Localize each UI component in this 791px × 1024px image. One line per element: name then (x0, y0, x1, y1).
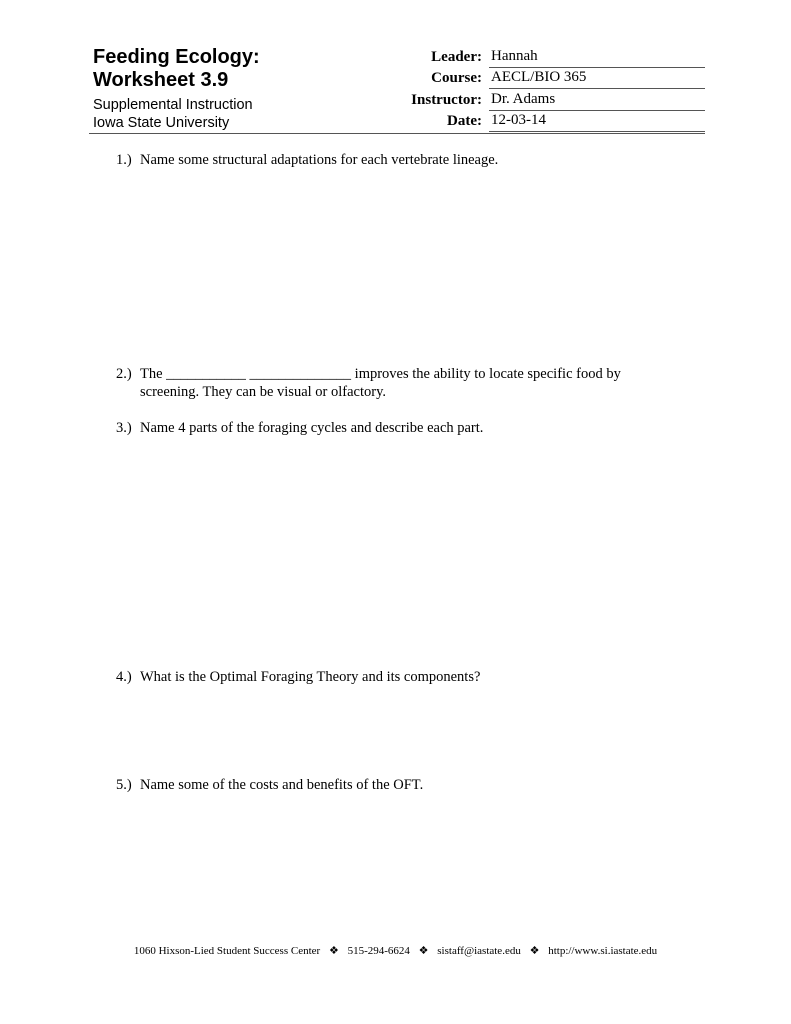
date-label: Date: (447, 113, 482, 129)
header-divider (89, 133, 705, 134)
question-2 (116, 365, 676, 401)
diamond-separator-icon: ❖ (529, 945, 540, 957)
footer-email[interactable]: sistaff@iastate.edu (437, 945, 521, 957)
leader-value-line (489, 46, 705, 68)
question-text: Name 4 parts of the foraging cycles and describe each part. (140, 420, 484, 436)
course-field (360, 68, 705, 89)
question-1 (116, 151, 676, 169)
header-title-block (93, 46, 260, 132)
course-value-line (489, 67, 705, 89)
question-number: 5.) (116, 777, 132, 793)
question-text: Name some structural adaptations for each vertebrate lineage. (140, 152, 499, 168)
diamond-separator-icon: ❖ (418, 945, 429, 957)
instructor-value: Dr. Adams (491, 91, 556, 107)
instructor-field (360, 90, 705, 111)
question-4 (116, 668, 676, 686)
question-number: 1.) (116, 152, 132, 168)
question-3 (116, 419, 676, 437)
footer-website-link[interactable]: http://www.si.iastate.edu (548, 945, 658, 957)
question-number: 3.) (116, 420, 132, 436)
diamond-separator-icon: ❖ (328, 945, 339, 957)
worksheet-title-line1: Feeding Ecology: (93, 46, 260, 68)
date-value-line (489, 110, 705, 132)
question-text: The ___________ ______________ improves the ability to locate specific food by screening. They can be visual or olfactory. (140, 366, 621, 400)
worksheet-title-line2: Worksheet 3.9 (93, 69, 229, 91)
footer-address: 1060 Hixson-Lied Student Success Center (133, 945, 321, 957)
instructor-label: Instructor: (411, 92, 482, 108)
leader-field (360, 47, 705, 68)
course-label: Course: (431, 70, 482, 86)
instructor-value-line (489, 89, 705, 111)
worksheet-subtitle-line1: Supplemental Instruction (93, 97, 253, 113)
question-text: What is the Optimal Foraging Theory and its components? (140, 669, 481, 685)
question-5 (116, 776, 676, 794)
date-value: 12-03-14 (491, 112, 546, 128)
course-value: AECL/BIO 365 (491, 69, 587, 85)
question-text: Name some of the costs and benefits of the OFT. (140, 777, 424, 793)
question-number: 2.) (116, 366, 132, 382)
footer-phone: 515-294-6624 (347, 945, 410, 957)
worksheet-subtitle-line2: Iowa State University (93, 115, 230, 131)
question-number: 4.) (116, 669, 132, 685)
leader-label: Leader: (431, 49, 482, 65)
footer-contact (0, 944, 791, 957)
date-field (360, 111, 705, 132)
leader-value: Hannah (491, 48, 538, 64)
